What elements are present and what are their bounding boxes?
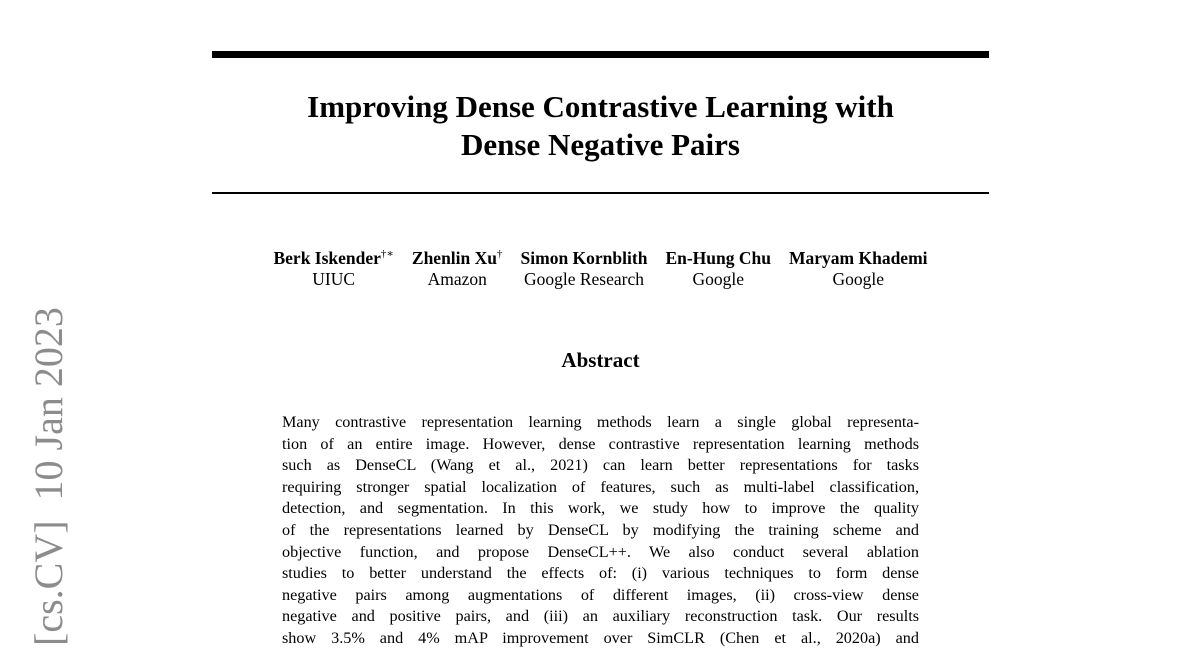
author-name-line bbox=[521, 248, 648, 269]
author-affiliation: UIUC bbox=[312, 269, 356, 289]
author-name: Berk Iskender bbox=[273, 248, 381, 268]
abstract-heading: Abstract bbox=[561, 348, 640, 372]
abstract-line: negative pairs among augmentations of different images, (ii) cross-view dense bbox=[282, 585, 919, 604]
author-list bbox=[212, 248, 989, 290]
author-affiliation: Google bbox=[832, 269, 885, 289]
author-name-line bbox=[412, 248, 503, 269]
author-affiliation: Google Research bbox=[523, 269, 644, 289]
author-affiliation: Amazon bbox=[427, 269, 487, 289]
author-name-line bbox=[273, 248, 393, 269]
author-block bbox=[264, 248, 402, 290]
author-name: Maryam Khademi bbox=[788, 248, 928, 268]
abstract-line: Many contrastive representation learning methods learn a single global representa- bbox=[282, 413, 919, 431]
abstract-line: such as DenseCL (Wang et al., 2021) can learn better representations for tasks bbox=[282, 456, 919, 475]
abstract-line: requiring stronger spatial localization of features, such as multi-label classification, bbox=[282, 477, 919, 496]
abstract-line: tion of an entire image. However, dense contrastive representation learning methods bbox=[282, 434, 919, 453]
author-block bbox=[512, 248, 657, 290]
author-affiliation: Google bbox=[692, 269, 744, 289]
paper-title bbox=[212, 88, 989, 164]
author-name-line bbox=[789, 248, 928, 269]
abstract-line: objective function, and propose DenseCL++. We also conduct several ablation bbox=[282, 542, 919, 561]
title-bottom-rule bbox=[212, 192, 989, 194]
title-top-rule bbox=[212, 51, 989, 58]
author-name: En-Hung Chu bbox=[665, 248, 771, 268]
author-name: Simon Kornblith bbox=[520, 248, 648, 268]
arxiv-side-stamp: [cs.CV] 10 Jan 2023 bbox=[26, 307, 71, 646]
title-line-2: Dense Negative Pairs bbox=[461, 127, 740, 162]
author-name-line bbox=[665, 248, 771, 269]
abstract-line: show 3.5% and 4% mAP improvement over SimCLR (Chen et al., 2020a) and bbox=[282, 628, 919, 647]
author-footnote-marks: † bbox=[497, 248, 503, 260]
abstract-line: studies to better understand the effects of: (i) various techniques to form dense bbox=[282, 564, 919, 583]
author-block bbox=[656, 248, 780, 290]
author-block bbox=[780, 248, 937, 290]
abstract-body bbox=[282, 412, 919, 650]
author-footnote-marks: †∗ bbox=[380, 248, 394, 260]
author-name: Zhenlin Xu bbox=[411, 248, 498, 268]
abstract-line: negative and positive pairs, and (iii) an auxiliary reconstruction task. Our results bbox=[282, 607, 919, 626]
abstract-line: of the representations learned by DenseCL by modifying the training scheme and bbox=[282, 520, 919, 539]
abstract-line: detection, and segmentation. In this work, we study how to improve the quality bbox=[282, 499, 919, 518]
title-line-1: Improving Dense Contrastive Learning with bbox=[307, 89, 894, 124]
author-block bbox=[403, 248, 512, 290]
